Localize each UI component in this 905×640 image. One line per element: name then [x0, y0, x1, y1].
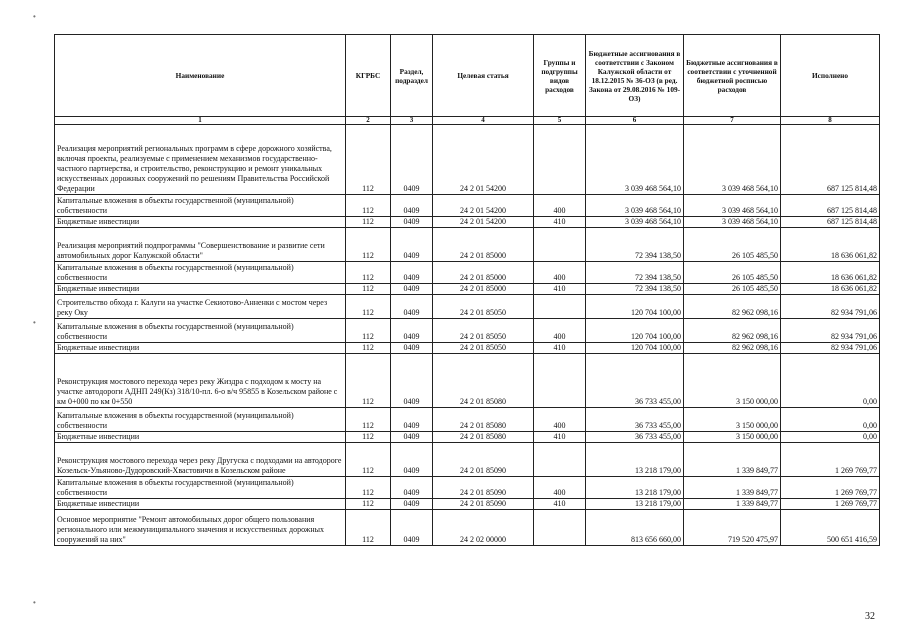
cell-executed-amount: 18 636 061,82 [781, 228, 880, 262]
cell-executed-amount: 0,00 [781, 354, 880, 408]
cell-target: 24 2 01 54200 [433, 217, 534, 228]
cell-name: Реализация мероприятий региональных программ в сфере дорожного хозяйства, включая проекты, реализуемые с применением механизмов государственно-частного партнерства, и строительство, реконструкцию и ремонт уникальных искусственных дорожных сооружений по решениям Правительства Российской Федерации [55, 125, 346, 195]
cell-target: 24 2 01 85000 [433, 262, 534, 284]
cell-law-amount: 72 394 138,50 [586, 262, 684, 284]
cell-name: Капитальные вложения в объекты государственной (муниципальной) собственности [55, 408, 346, 432]
table-row [55, 319, 880, 343]
cell-refined-amount: 26 105 485,50 [684, 262, 781, 284]
header-executed: Исполнено [781, 35, 880, 117]
cell-kgrbs: 112 [346, 343, 391, 354]
cell-group [534, 295, 586, 319]
cell-executed-amount: 687 125 814,48 [781, 125, 880, 195]
cell-refined-amount: 26 105 485,50 [684, 228, 781, 262]
cell-refined-amount: 1 339 849,77 [684, 477, 781, 499]
column-number: 6 [586, 117, 684, 125]
cell-kgrbs: 112 [346, 262, 391, 284]
cell-refined-amount: 3 039 468 564,10 [684, 125, 781, 195]
column-number: 5 [534, 117, 586, 125]
cell-kgrbs: 112 [346, 499, 391, 510]
table-row [55, 343, 880, 354]
cell-section: 0409 [391, 228, 433, 262]
cell-refined-amount: 3 150 000,00 [684, 408, 781, 432]
table-row [55, 262, 880, 284]
header-row [55, 35, 880, 117]
cell-refined-amount: 3 150 000,00 [684, 354, 781, 408]
cell-target: 24 2 01 85090 [433, 443, 534, 477]
cell-section: 0409 [391, 354, 433, 408]
cell-kgrbs: 112 [346, 510, 391, 546]
cell-group: 410 [534, 217, 586, 228]
cell-target: 24 2 01 54200 [433, 125, 534, 195]
cell-target: 24 2 01 54200 [433, 195, 534, 217]
cell-executed-amount: 500 651 416,59 [781, 510, 880, 546]
cell-kgrbs: 112 [346, 295, 391, 319]
cell-executed-amount: 0,00 [781, 408, 880, 432]
cell-kgrbs: 112 [346, 125, 391, 195]
cell-executed-amount: 82 934 791,06 [781, 343, 880, 354]
cell-group [534, 354, 586, 408]
cell-law-amount: 72 394 138,50 [586, 284, 684, 295]
column-number: 3 [391, 117, 433, 125]
cell-name: Основное мероприятие "Ремонт автомобильных дорог общего пользования регионального или межмуниципального значения и искусственных дорожных сооружений на них" [55, 510, 346, 546]
table-row [55, 195, 880, 217]
cell-law-amount: 120 704 100,00 [586, 319, 684, 343]
cell-section: 0409 [391, 477, 433, 499]
header-law: Бюджетные ассигнования в соответствии с Законом Калужской области от 18.12.2015 № 36-ОЗ (в ред. Закона от 29.08.2016 № 109-ОЗ) [586, 35, 684, 117]
cell-refined-amount: 82 962 098,16 [684, 295, 781, 319]
cell-executed-amount: 687 125 814,48 [781, 217, 880, 228]
cell-law-amount: 36 733 455,00 [586, 354, 684, 408]
cell-target: 24 2 01 85080 [433, 432, 534, 443]
cell-refined-amount: 26 105 485,50 [684, 284, 781, 295]
cell-kgrbs: 112 [346, 284, 391, 295]
cell-section: 0409 [391, 295, 433, 319]
column-number-row [55, 117, 880, 125]
cell-section: 0409 [391, 443, 433, 477]
cell-refined-amount: 3 039 468 564,10 [684, 217, 781, 228]
cell-executed-amount: 1 269 769,77 [781, 477, 880, 499]
table-body [55, 125, 880, 546]
cell-group: 400 [534, 195, 586, 217]
cell-law-amount: 3 039 468 564,10 [586, 125, 684, 195]
cell-group: 400 [534, 408, 586, 432]
cell-name: Реконструкция мостового перехода через реку Жиздра с подходом к мосту на участке автодороги АДНП 249(Кз) 318/10-пл. 6-о в/ч 95855 в Козельском районе с км 0+000 по км 0+550 [55, 354, 346, 408]
cell-law-amount: 120 704 100,00 [586, 343, 684, 354]
cell-kgrbs: 112 [346, 354, 391, 408]
cell-name: Капитальные вложения в объекты государственной (муниципальной) собственности [55, 195, 346, 217]
header-groups: Группы и подгруппы видов расходов [534, 35, 586, 117]
cell-executed-amount: 18 636 061,82 [781, 284, 880, 295]
cell-target: 24 2 01 85090 [433, 477, 534, 499]
cell-refined-amount: 3 150 000,00 [684, 432, 781, 443]
cell-refined-amount: 1 339 849,77 [684, 499, 781, 510]
table-row [55, 432, 880, 443]
cell-law-amount: 3 039 468 564,10 [586, 195, 684, 217]
header-refined: Бюджетные ассигнования в соответствии с уточненной бюджетной росписью расходов [684, 35, 781, 117]
cell-kgrbs: 112 [346, 477, 391, 499]
table-row [55, 510, 880, 546]
header-section: Раздел, подраздел [391, 35, 433, 117]
cell-executed-amount: 687 125 814,48 [781, 195, 880, 217]
table-row [55, 408, 880, 432]
cell-law-amount: 813 656 660,00 [586, 510, 684, 546]
scan-mark: • [33, 318, 36, 327]
header-name: Наименование [55, 35, 346, 117]
header-kgrbs: КГРБС [346, 35, 391, 117]
cell-group: 400 [534, 477, 586, 499]
cell-refined-amount: 3 039 468 564,10 [684, 195, 781, 217]
cell-section: 0409 [391, 125, 433, 195]
cell-executed-amount: 82 934 791,06 [781, 319, 880, 343]
cell-law-amount: 13 218 179,00 [586, 443, 684, 477]
cell-law-amount: 72 394 138,50 [586, 228, 684, 262]
page-number: 32 [865, 611, 875, 622]
budget-table [54, 34, 880, 546]
cell-section: 0409 [391, 408, 433, 432]
cell-target: 24 2 01 85080 [433, 354, 534, 408]
scan-mark: • [33, 12, 36, 21]
cell-law-amount: 36 733 455,00 [586, 408, 684, 432]
cell-section: 0409 [391, 432, 433, 443]
cell-executed-amount: 1 269 769,77 [781, 499, 880, 510]
table-row [55, 499, 880, 510]
table-row [55, 284, 880, 295]
cell-name: Бюджетные инвестиции [55, 499, 346, 510]
cell-kgrbs: 112 [346, 195, 391, 217]
cell-kgrbs: 112 [346, 443, 391, 477]
cell-executed-amount: 18 636 061,82 [781, 262, 880, 284]
cell-law-amount: 36 733 455,00 [586, 432, 684, 443]
cell-name: Бюджетные инвестиции [55, 217, 346, 228]
cell-kgrbs: 112 [346, 408, 391, 432]
table-row [55, 443, 880, 477]
cell-section: 0409 [391, 217, 433, 228]
header-target: Целевая статья [433, 35, 534, 117]
cell-target: 24 2 01 85090 [433, 499, 534, 510]
table-row [55, 354, 880, 408]
cell-group: 410 [534, 432, 586, 443]
cell-law-amount: 120 704 100,00 [586, 295, 684, 319]
cell-kgrbs: 112 [346, 432, 391, 443]
cell-section: 0409 [391, 499, 433, 510]
cell-section: 0409 [391, 262, 433, 284]
cell-group [534, 443, 586, 477]
cell-refined-amount: 82 962 098,16 [684, 319, 781, 343]
cell-section: 0409 [391, 319, 433, 343]
cell-group [534, 125, 586, 195]
cell-refined-amount: 82 962 098,16 [684, 343, 781, 354]
cell-target: 24 2 01 85050 [433, 295, 534, 319]
cell-kgrbs: 112 [346, 319, 391, 343]
cell-target: 24 2 01 85080 [433, 408, 534, 432]
scan-mark: • [33, 598, 36, 607]
column-number: 8 [781, 117, 880, 125]
cell-target: 24 2 01 85050 [433, 319, 534, 343]
column-number: 7 [684, 117, 781, 125]
table-row [55, 295, 880, 319]
cell-name: Строительство обхода г. Калуги на участке Секиотово-Анненки с мостом через реку Оку [55, 295, 346, 319]
cell-law-amount: 3 039 468 564,10 [586, 217, 684, 228]
cell-group: 400 [534, 262, 586, 284]
column-number: 4 [433, 117, 534, 125]
cell-section: 0409 [391, 195, 433, 217]
cell-name: Бюджетные инвестиции [55, 432, 346, 443]
cell-executed-amount: 1 269 769,77 [781, 443, 880, 477]
cell-group: 410 [534, 499, 586, 510]
cell-target: 24 2 02 00000 [433, 510, 534, 546]
cell-group: 400 [534, 319, 586, 343]
cell-section: 0409 [391, 510, 433, 546]
cell-name: Реализация мероприятий подпрограммы "Совершенствование и развитие сети автомобильных дорог Калужской области" [55, 228, 346, 262]
cell-group [534, 510, 586, 546]
column-number: 1 [55, 117, 346, 125]
table-row [55, 217, 880, 228]
cell-target: 24 2 01 85050 [433, 343, 534, 354]
cell-name: Капитальные вложения в объекты государственной (муниципальной) собственности [55, 262, 346, 284]
cell-name: Капитальные вложения в объекты государственной (муниципальной) собственности [55, 477, 346, 499]
cell-target: 24 2 01 85000 [433, 228, 534, 262]
cell-section: 0409 [391, 343, 433, 354]
table-row [55, 125, 880, 195]
cell-executed-amount: 0,00 [781, 432, 880, 443]
cell-refined-amount: 1 339 849,77 [684, 443, 781, 477]
cell-kgrbs: 112 [346, 217, 391, 228]
cell-kgrbs: 112 [346, 228, 391, 262]
column-number: 2 [346, 117, 391, 125]
cell-law-amount: 13 218 179,00 [586, 477, 684, 499]
cell-law-amount: 13 218 179,00 [586, 499, 684, 510]
cell-group: 410 [534, 284, 586, 295]
cell-executed-amount: 82 934 791,06 [781, 295, 880, 319]
table-row [55, 477, 880, 499]
cell-section: 0409 [391, 284, 433, 295]
cell-target: 24 2 01 85000 [433, 284, 534, 295]
cell-group [534, 228, 586, 262]
cell-group: 410 [534, 343, 586, 354]
table-row [55, 228, 880, 262]
cell-refined-amount: 719 520 475,97 [684, 510, 781, 546]
cell-name: Реконструкция мостового перехода через реку Другуска с подходами на автодороге Козельск-Ульяново-Дудоровский-Хвастовичи в Козельском районе [55, 443, 346, 477]
cell-name: Капитальные вложения в объекты государственной (муниципальной) собственности [55, 319, 346, 343]
cell-name: Бюджетные инвестиции [55, 284, 346, 295]
cell-name: Бюджетные инвестиции [55, 343, 346, 354]
